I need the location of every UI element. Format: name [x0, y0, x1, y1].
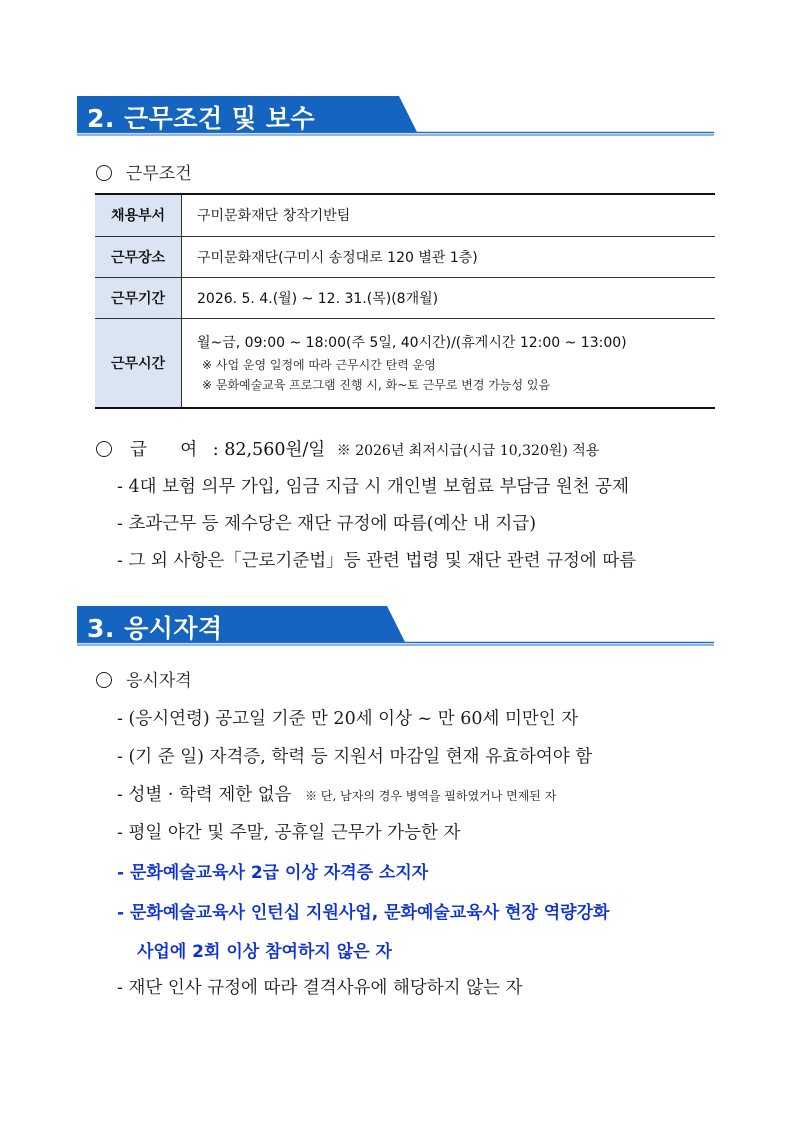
- eligibility-item: - (응시연령) 공고일 기준 만 20세 이상 ~ 만 60세 미만인 자: [117, 709, 579, 729]
- eligibility-item-note: ※ 단, 남자의 경우 병역을 필하였거나 면제된 자: [305, 789, 557, 803]
- pay-item: - 4대 보험 의무 가입, 임금 지급 시 개인별 보험료 부담금 원천 공제: [117, 477, 629, 497]
- eligibility-item-text: - 성별 · 학력 제한 없음: [117, 785, 292, 805]
- work-hours-note: ※ 사업 운영 일정에 따라 근무시간 탄력 운영: [202, 357, 436, 372]
- pay-label: 급 여: [130, 440, 198, 460]
- section-3-title: 3. 응시자격: [87, 614, 223, 643]
- eligibility-item-emphasis: - 문화예술교육사 2급 이상 자격증 소지자: [117, 863, 429, 883]
- work-hours-text: 월~금, 09:00 ~ 18:00(주 5일, 40시간)/(휴게시간 12:00 ~ 13:00): [197, 334, 627, 351]
- work-hours-note: ※ 문화예술교육 프로그램 진행 시, 화~토 근무로 변경 가능성 있음: [202, 377, 551, 392]
- eligibility-item: [117, 781, 556, 806]
- row-value: [182, 318, 716, 408]
- circle-bullet-icon: [96, 441, 112, 457]
- pay-item: - 초과근무 등 제수당은 재단 규정에 따름(예산 내 지급): [117, 514, 537, 534]
- pay-item: - 그 외 사항은「근로기준법」등 관련 법령 및 재단 관련 규정에 따름: [117, 551, 637, 571]
- pay-note: ※ 2026년 최저시급(시급 10,320원) 적용: [336, 443, 600, 459]
- row-label: 근무기간: [95, 277, 182, 318]
- eligibility-item: - 재단 인사 규정에 따라 결격사유에 해당하지 않는 자: [117, 978, 523, 998]
- pay-value: : 82,560원/일: [212, 440, 326, 460]
- subheading-work-conditions: 근무조건: [96, 159, 192, 184]
- row-value: 2026. 5. 4.(월) ~ 12. 31.(목)(8개월): [182, 277, 716, 318]
- eligibility-item: - (기 준 일) 자격증, 학력 등 지원서 마감일 현재 유효하여야 함: [117, 747, 593, 767]
- circle-bullet-icon: [96, 165, 112, 181]
- table-row: [95, 236, 715, 277]
- row-label: 채용부서: [95, 194, 182, 236]
- pay-line: [96, 436, 599, 461]
- section-2-title: 2. 근무조건 및 보수: [87, 104, 316, 133]
- table-row: [95, 277, 715, 318]
- row-label: 근무시간: [95, 318, 182, 408]
- eligibility-item-emphasis: - 문화예술교육사 인턴십 지원사업, 문화예술교육사 현장 역량강화: [117, 903, 610, 923]
- eligibility-item-emphasis-continued: 사업에 2회 이상 참여하지 않은 자: [137, 942, 392, 962]
- row-value: 구미문화재단 창작기반팀: [182, 194, 716, 236]
- table-row: [95, 318, 715, 408]
- section-2-header: [77, 96, 714, 136]
- row-value: 구미문화재단(구미시 송정대로 120 별관 1층): [182, 236, 716, 277]
- row-label: 근무장소: [95, 236, 182, 277]
- table-row: [95, 194, 715, 236]
- work-conditions-table: [95, 193, 715, 409]
- circle-bullet-icon: [96, 672, 112, 688]
- eligibility-item: - 평일 야간 및 주말, 공휴일 근무가 가능한 자: [117, 823, 461, 843]
- subheading-eligibility: 응시자격: [96, 666, 192, 691]
- section-3-header: [77, 606, 714, 646]
